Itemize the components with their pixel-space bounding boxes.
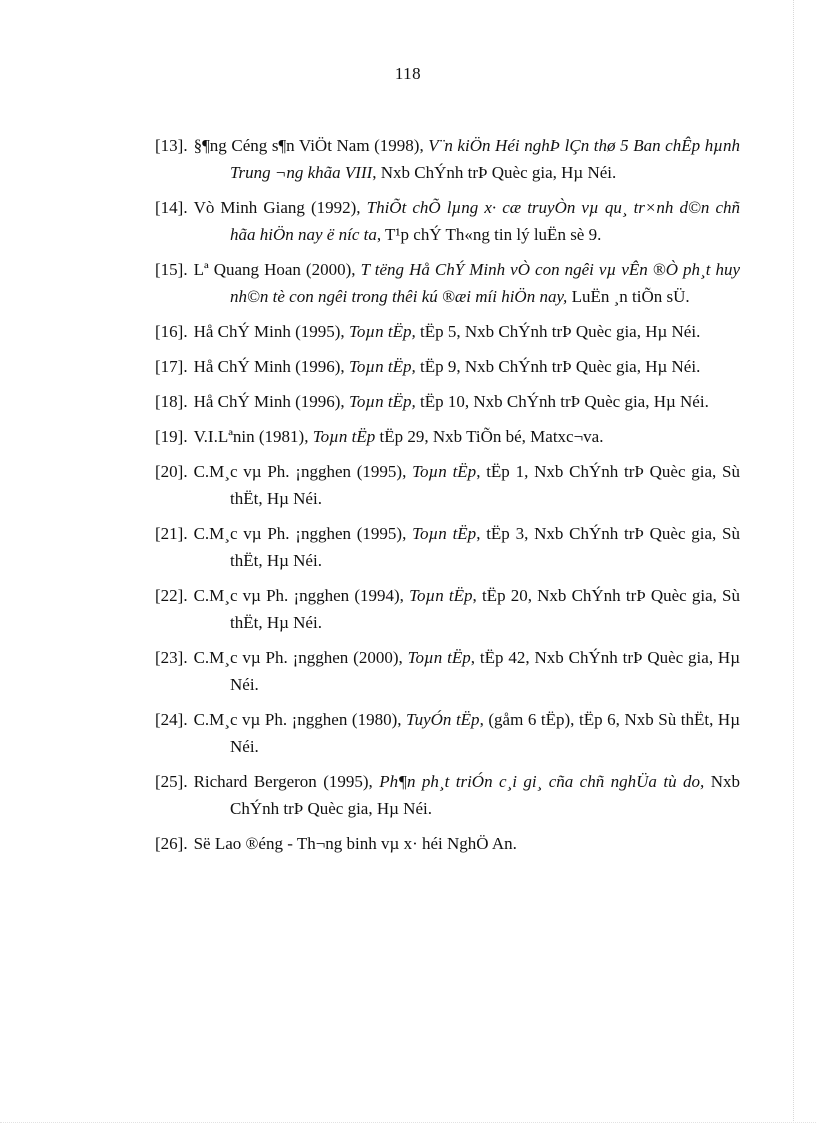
- reference-title: Toµn tËp: [407, 648, 471, 667]
- reference-text: §¶ng Céng s¶n ViÖt Nam (1998),: [193, 136, 429, 155]
- reference-number: [16].: [155, 322, 188, 341]
- reference-publisher: , tËp 1, Nxb ChÝnh trÞ Quèc gia, Sù thËt, Hµ Néi.: [230, 462, 741, 508]
- reference-number: [21].: [155, 524, 188, 543]
- reference-publisher: tËp 5, Nxb ChÝnh trÞ Quèc gia, Hµ Néi.: [415, 322, 701, 341]
- reference-publisher: tËp 29, Nxb TiÕn bé, Matxc¬va.: [375, 427, 604, 446]
- reference-text: C.M¸c vµ Ph. ¡ngghen (1995),: [193, 462, 413, 481]
- reference-text: C.M¸c vµ Ph. ¡ngghen (1980),: [193, 710, 407, 729]
- reference-list: [155, 132, 740, 865]
- reference-item: [155, 582, 740, 636]
- reference-title: Toµn tËp: [412, 524, 477, 543]
- reference-number: [25].: [155, 772, 188, 791]
- reference-title: Toµn tËp: [412, 462, 477, 481]
- reference-publisher: tËp 9, Nxb ChÝnh trÞ Quèc gia, Hµ Néi.: [415, 357, 701, 376]
- reference-number: [20].: [155, 462, 188, 481]
- reference-item: [155, 520, 740, 574]
- reference-publisher: , tËp 3, Nxb ChÝnh trÞ Quèc gia, Sù thËt, Hµ Néi.: [230, 524, 741, 570]
- reference-item: [155, 318, 740, 345]
- reference-item: [155, 830, 740, 857]
- reference-item: [155, 132, 740, 186]
- page-edge-divider: [793, 0, 794, 1123]
- reference-number: [22].: [155, 586, 188, 605]
- reference-number: [17].: [155, 357, 188, 376]
- reference-number: [23].: [155, 648, 188, 667]
- reference-title: V¨n kiÖn Héi nghÞ lÇn thø 5 Ban chÊp hµnh Trung ¬ng khãa VIII: [230, 136, 740, 182]
- reference-text: Hå ChÝ Minh (1995),: [193, 322, 349, 341]
- reference-item: [155, 644, 740, 698]
- reference-number: [19].: [155, 427, 188, 446]
- reference-text: Lª Quang Hoan (2000),: [193, 260, 361, 279]
- reference-text: C.M¸c vµ Ph. ¡ngghen (1995),: [193, 524, 413, 543]
- reference-number: [15].: [155, 260, 188, 279]
- reference-item: [155, 194, 740, 248]
- reference-title: Toµn tËp: [312, 427, 376, 446]
- reference-number: [13].: [155, 136, 188, 155]
- reference-publisher: , tËp 20, Nxb ChÝnh trÞ Quèc gia, Sù thËt, Hµ Néi.: [230, 586, 741, 632]
- reference-item: [155, 353, 740, 380]
- page-number: 118: [394, 64, 422, 83]
- reference-publisher: , (gåm 6 tËp), tËp 6, Nxb Sù thËt, Hµ Néi.: [230, 710, 740, 756]
- reference-item: [155, 388, 740, 415]
- reference-text: Së Lao ®éng - Th¬ng binh vµ x· héi NghÖ An.: [193, 834, 517, 853]
- reference-text: Richard Bergeron (1995),: [193, 772, 380, 791]
- reference-item: [155, 458, 740, 512]
- reference-publisher: , tËp 42, Nxb ChÝnh trÞ Quèc gia, Hµ Néi.: [230, 648, 741, 694]
- reference-title: Toµn tËp: [409, 586, 473, 605]
- reference-item: [155, 706, 740, 760]
- reference-item: [155, 423, 740, 450]
- reference-item: [155, 256, 740, 310]
- reference-title: T tëng Hå ChÝ Minh vÒ con ngêi vµ vÊn ®Ò ph¸t huy nh©n tè con ngêi trong thêi kú ®æi míi hiÖn nay,: [230, 260, 741, 306]
- reference-title: Toµn tËp,: [348, 392, 416, 411]
- reference-title: Toµn tËp,: [348, 322, 416, 341]
- reference-text: Hå ChÝ Minh (1996),: [193, 392, 349, 411]
- reference-text: V.I.Lªnin (1981),: [193, 427, 313, 446]
- reference-item: [155, 768, 740, 822]
- reference-text: C.M¸c vµ Ph. ¡ngghen (1994),: [193, 586, 410, 605]
- reference-text: Vò Minh Giang (1992),: [193, 198, 367, 217]
- reference-number: [14].: [155, 198, 188, 217]
- reference-text: C.M¸c vµ Ph. ¡ngghen (2000),: [193, 648, 408, 667]
- reference-number: [18].: [155, 392, 188, 411]
- reference-publisher: tËp 10, Nxb ChÝnh trÞ Quèc gia, Hµ Néi.: [415, 392, 709, 411]
- reference-title: Toµn tËp,: [348, 357, 416, 376]
- reference-number: [24].: [155, 710, 188, 729]
- reference-publisher: , T¹p chÝ Th«ng tin lý luËn sè 9.: [376, 225, 602, 244]
- reference-publisher: , Nxb ChÝnh trÞ Quèc gia, Hµ Néi.: [372, 163, 617, 182]
- reference-title: TuyÓn tËp: [406, 710, 480, 729]
- reference-title: ThiÕt chÕ lµng x· cæ truyÒn vµ qu¸ tr×nh d©n chñ hãa hiÖn nay ë níc ta: [230, 198, 741, 244]
- reference-publisher: LuËn ¸n tiÕn sÜ.: [567, 287, 690, 306]
- reference-number: [26].: [155, 834, 188, 853]
- reference-publisher: Nxb ChÝnh trÞ Quèc gia, Hµ Néi.: [230, 772, 740, 818]
- reference-text: Hå ChÝ Minh (1996),: [193, 357, 349, 376]
- reference-title: Ph¶n ph¸t triÓn c¸i gi¸ cña chñ nghÜa tù do,: [379, 772, 705, 791]
